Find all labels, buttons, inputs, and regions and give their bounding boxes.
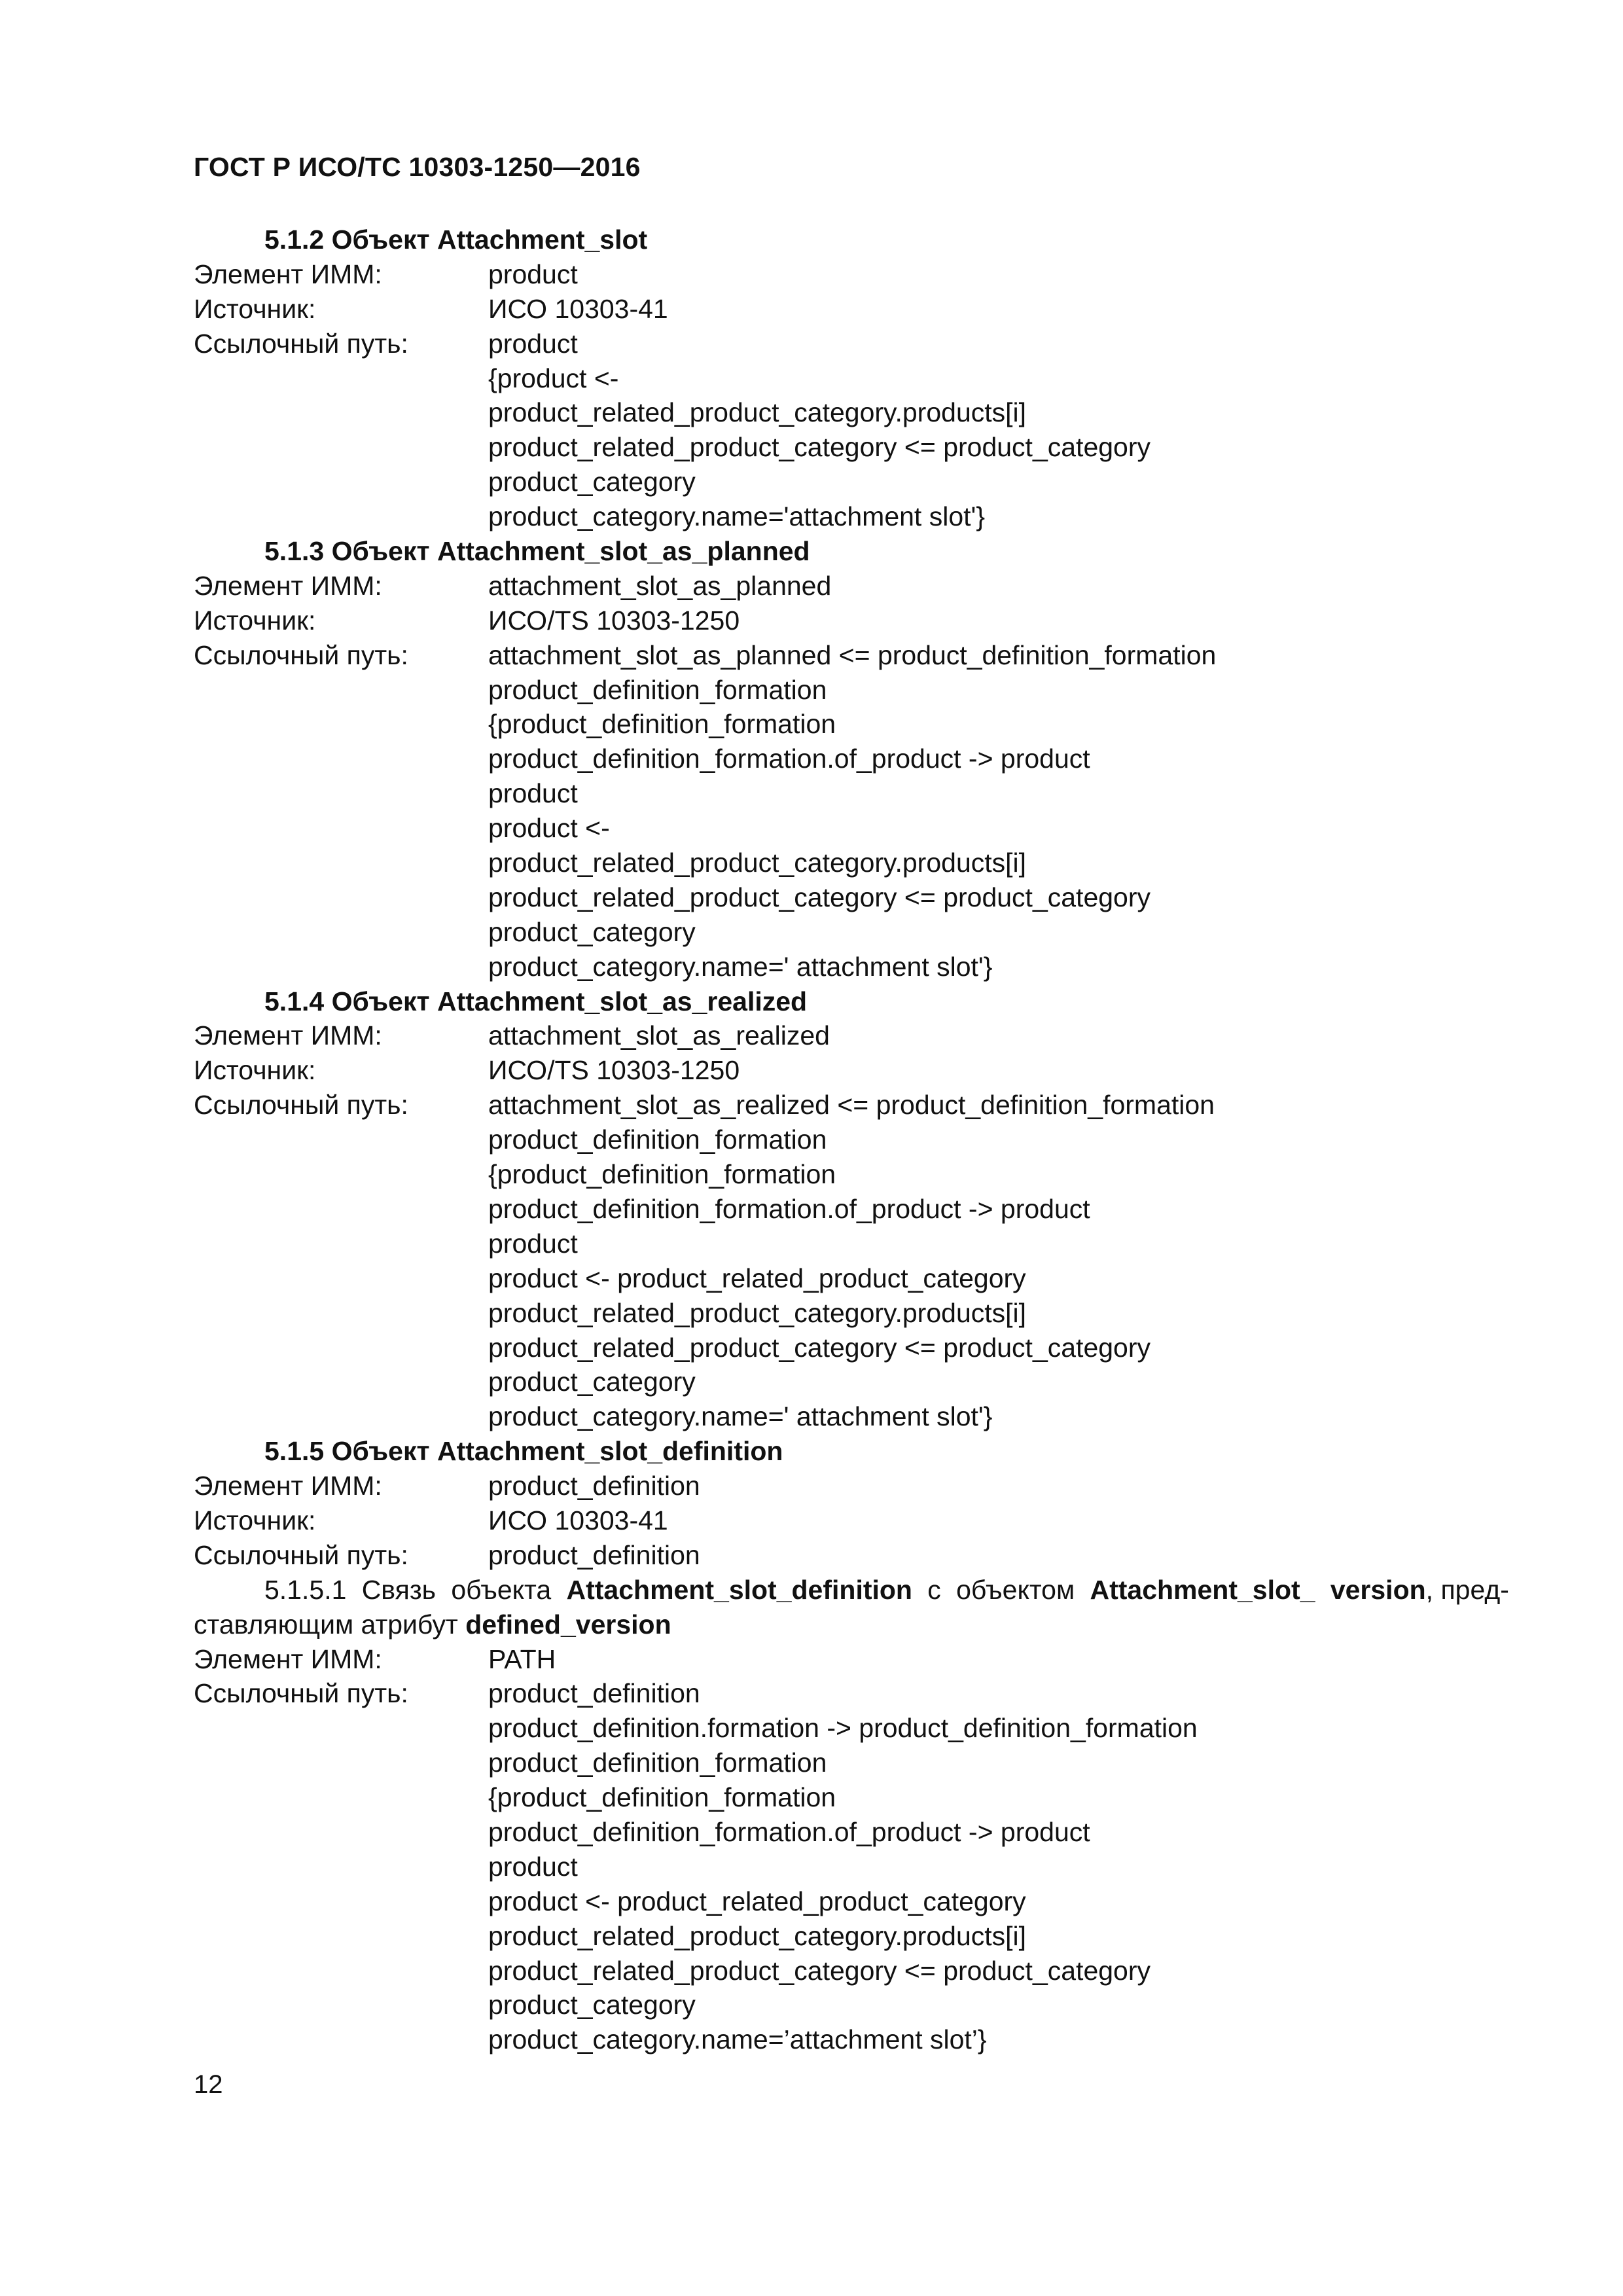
mapping-row [194,1503,1516,1538]
mapping-row [194,1676,1516,1711]
field-value: ИСО 10303-41 [488,293,668,324]
path-line: product_related_product_category <= product_category [488,1955,1151,1986]
field-value: ИСО 10303-41 [488,1505,668,1535]
path-line: product_category [488,916,696,947]
mapping-row [194,638,1516,673]
field-label: Источник: [194,293,316,324]
field-label: Элемент ИММ: [194,1471,382,1501]
section-entity-name: Attachment_slot [437,224,648,255]
field-label: Ссылочный путь: [194,328,408,359]
section-title-prefix: Объект [331,1436,430,1467]
section-title-prefix: Объект [331,536,430,567]
path-line: product_definition_formation [488,1124,827,1155]
field-value: product [488,259,578,289]
document-content [194,223,1516,2057]
path-line: product_related_product_category <= product_category [488,882,1151,912]
field-label: Источник: [194,1505,316,1535]
attribute-name-bold: defined_version [465,1609,671,1640]
path-line: {product_definition_formation [488,1159,836,1190]
section-entity-name: Attachment_slot_as_realized [437,986,808,1016]
mapping-row [194,1088,1516,1122]
section-number: 5.1.5 [264,1436,325,1467]
path-line: product <- [488,813,610,844]
path-line: {product_definition_formation [488,709,836,740]
mapping-row [194,1538,1516,1573]
field-value: attachment_slot_as_planned <= product_definition_formation [488,639,1217,670]
subsection-paragraph [194,1573,1516,1642]
field-label: Ссылочный путь: [194,639,408,670]
path-line: product [488,1851,578,1882]
field-value: ИСО/TS 10303-1250 [488,1055,740,1086]
field-value: product [488,328,578,359]
field-label: Ссылочный путь: [194,1090,408,1121]
field-value: product_definition [488,1471,700,1501]
section-entity-name: Attachment_slot_as_planned [437,536,810,567]
mapping-row [194,327,1516,361]
path-line: product_definition_formation.of_product -> product [488,1193,1090,1224]
mapping-row [194,1018,1516,1053]
entity-name-bold: version [1330,1574,1426,1605]
section-number: 5.1.4 [264,986,325,1016]
document-code-header: ГОСТ Р ИСО/ТС 10303-1250—2016 [194,152,641,182]
path-line: {product <- [488,363,619,393]
mapping-row [194,569,1516,603]
subsection-number: 5.1.5.1 [264,1574,347,1605]
field-value: product_definition [488,1678,700,1709]
section-heading [194,223,1516,257]
section-heading [194,984,1516,1019]
mapping-row [194,1642,1516,1677]
path-line: product_definition.formation -> product_definition_formation [488,1713,1198,1744]
page-number: 12 [194,2070,223,2099]
path-line: product_related_product_category.products[i] [488,1920,1027,1951]
section-entity-name: Attachment_slot_definition [437,1436,783,1467]
mapping-row [194,1469,1516,1503]
section-title-prefix: Объект [331,224,430,255]
subsection-line-2: ставляющим атрибут defined_version [194,1609,671,1640]
section-heading [194,1434,1516,1469]
path-line: product <- product_related_product_category [488,1263,1026,1293]
path-line: {product_definition_formation [488,1782,836,1813]
path-line: product_related_product_category <= product_category [488,1332,1151,1363]
mapping-row [194,603,1516,638]
path-line: product_category [488,1990,696,2020]
path-line: product [488,778,578,809]
path-line: product_category.name=' attachment slot'} [488,951,993,982]
path-line: product_category.name=' attachment slot'} [488,1401,993,1432]
path-line: product_definition_formation.of_product -> product [488,744,1090,774]
field-label: Элемент ИММ: [194,259,382,289]
path-line: product_definition_formation [488,1748,827,1778]
field-value: PATH [488,1643,556,1674]
field-label: Ссылочный путь: [194,1539,408,1570]
section-number: 5.1.2 [264,224,325,255]
field-value: attachment_slot_as_realized <= product_definition_formation [488,1090,1215,1121]
path-line: product_related_product_category.products[i] [488,848,1027,878]
subsection-line-1: 5.1.5.1 Связь объекта Attachment_slot_definition с объектом Attachment_slot_ version, пред- [194,1573,1509,1607]
field-value: attachment_slot_as_planned [488,570,832,601]
section-heading [194,534,1516,569]
entity-name-bold: Attachment_slot_definition [566,1574,912,1605]
field-label: Источник: [194,1055,316,1086]
mapping-row [194,257,1516,292]
field-label: Ссылочный путь: [194,1678,408,1709]
field-value: ИСО/TS 10303-1250 [488,605,740,636]
field-label: Элемент ИММ: [194,1643,382,1674]
entity-name-bold: Attachment_slot_ [1090,1574,1315,1605]
mapping-row [194,1053,1516,1088]
path-line: product <- product_related_product_category [488,1886,1026,1916]
path-line: product_category [488,1367,696,1397]
section-title-prefix: Объект [331,986,430,1016]
path-line: product_category.name='attachment slot'} [488,501,986,532]
path-line: product_definition_formation [488,674,827,705]
path-line: product_related_product_category.products[i] [488,397,1027,428]
path-line: product_category [488,467,696,497]
path-line: product_related_product_category <= product_category [488,432,1151,463]
mapping-row [194,292,1516,327]
path-line: product_definition_formation.of_product -> product [488,1816,1090,1847]
field-label: Источник: [194,605,316,636]
field-value: attachment_slot_as_realized [488,1020,830,1051]
field-value: product_definition [488,1539,700,1570]
path-line: product_related_product_category.products[i] [488,1297,1027,1328]
path-line: product_category.name=’attachment slot’} [488,2024,987,2055]
field-label: Элемент ИММ: [194,570,382,601]
field-label: Элемент ИММ: [194,1020,382,1051]
section-number: 5.1.3 [264,536,325,567]
path-line: product [488,1228,578,1259]
